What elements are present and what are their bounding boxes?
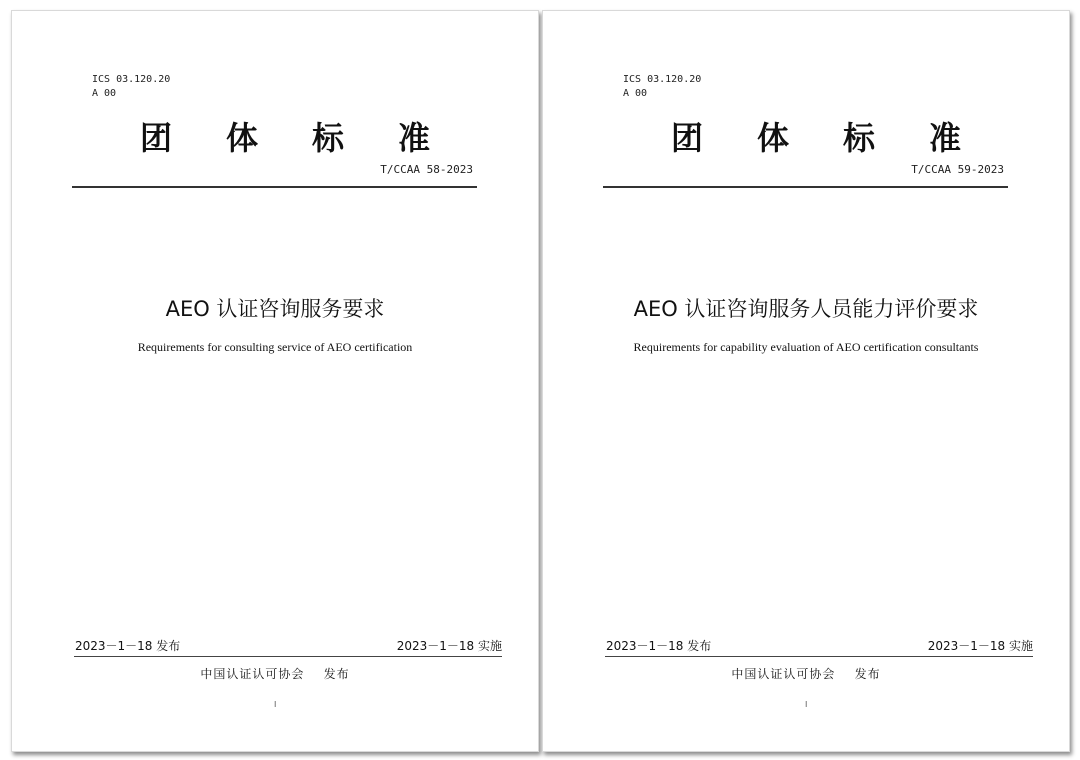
standard-type-char: 标 bbox=[311, 119, 344, 157]
document-page-left bbox=[11, 10, 539, 752]
standard-type-char: 准 bbox=[928, 119, 961, 157]
title-chinese: AEO 认证咨询服务要求 bbox=[165, 297, 385, 321]
standard-type-char: 团 bbox=[671, 119, 704, 157]
header-divider bbox=[72, 186, 477, 188]
classification-codes bbox=[623, 73, 701, 101]
standard-type-char: 标 bbox=[842, 119, 875, 157]
publisher: 中国认证认可协会 发布 bbox=[200, 667, 350, 681]
standard-type-char: 准 bbox=[397, 119, 430, 157]
implementation-date: 2023－1－18 实施 bbox=[396, 639, 502, 653]
ics-code: ICS 03.120.20 bbox=[623, 74, 702, 85]
standard-type-char: 体 bbox=[756, 119, 789, 157]
page-number: I bbox=[274, 700, 277, 709]
implementation-date: 2023－1－18 实施 bbox=[927, 639, 1033, 653]
ccs-code: A 00 bbox=[623, 88, 648, 99]
footer-divider bbox=[74, 656, 502, 657]
standard-type-char: 体 bbox=[225, 119, 258, 157]
standard-number: T/CCAA 59-2023 bbox=[911, 163, 1004, 176]
title-english: Requirements for capability evaluation of AEO certification consultants bbox=[633, 340, 979, 354]
classification-codes bbox=[92, 73, 170, 101]
title-chinese: AEO 认证咨询服务人员能力评价要求 bbox=[633, 297, 979, 321]
header-divider bbox=[603, 186, 1008, 188]
standard-number: T/CCAA 58-2023 bbox=[380, 163, 473, 176]
issue-date: 2023－1－18 发布 bbox=[75, 639, 181, 653]
footer-divider bbox=[605, 656, 1033, 657]
issue-date: 2023－1－18 发布 bbox=[606, 639, 712, 653]
ics-code: ICS 03.120.20 bbox=[92, 74, 171, 85]
standard-type-char: 团 bbox=[140, 119, 173, 157]
document-page-right bbox=[542, 10, 1070, 752]
standard-type-heading bbox=[140, 113, 430, 159]
publisher: 中国认证认可协会 发布 bbox=[731, 667, 881, 681]
title-english: Requirements for consulting service of AEO certification bbox=[137, 340, 413, 354]
ccs-code: A 00 bbox=[92, 88, 117, 99]
page-number: I bbox=[805, 700, 808, 709]
standard-type-heading bbox=[671, 113, 961, 159]
